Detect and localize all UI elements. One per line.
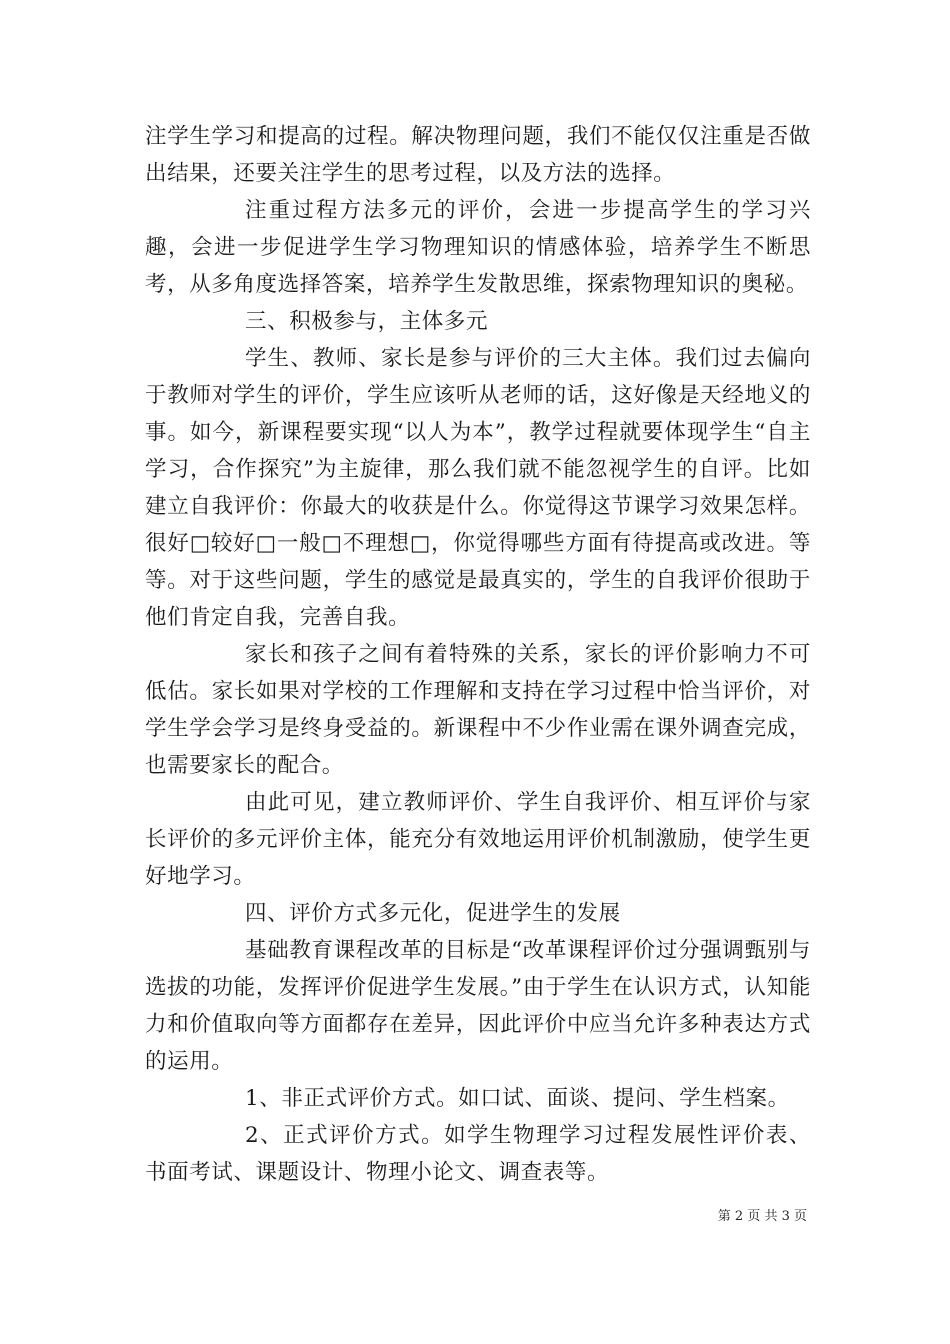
section-heading: 四、评价方式多元化，促进学生的发展	[245, 901, 621, 926]
paragraph: 学生、教师、家长是参与评价的三大主体。我们过去偏向于教师对学生的评价，学生应该听从老师的话，这好像是天经地义的事。如今，新课程要实现“以人为本”，教学过程就要体现学生“自主学习，合作探究”为主旋律，那么我们就不能忽视学生的自评。比如建立自我评价：你最大的收获是什么。你觉得这节课学习效果怎样。很好□较好□一般□不理想□，你觉得哪些方面有待提高或改进。等等。对于这些问题，学生的感觉是最真实的，学生的自我评价很助于他们肯定自我，完善自我。	[145, 346, 811, 630]
paragraph: 家长和孩子之间有着特殊的关系，家长的评价影响力不可低估。家长如果对学校的工作理解和支持在学习过程中恰当评价，对学生学会学习是终身受益的。新课程中不少作业需在课外调查完成，也需要家长的配合。	[145, 642, 811, 778]
page-content	[145, 118, 811, 1191]
section-heading: 三、积极参与，主体多元	[245, 309, 489, 334]
page-number: 第 2 页 共 3 页	[717, 1209, 807, 1224]
list-item: 2、正式评价方式。如学生物理学习过程发展性评价表、书面考试、课题设计、物理小论文、调查表等。	[145, 1123, 811, 1185]
list-item: 1、非正式评价方式。如口试、面谈、提问、学生档案。	[245, 1086, 790, 1111]
paragraph: 注学生学习和提高的过程。解决物理问题，我们不能仅仅注重是否做出结果，还要关注学生的思考过程，以及方法的选择。	[145, 124, 811, 186]
paragraph: 注重过程方法多元的评价，会进一步提高学生的学习兴趣，会进一步促进学生学习物理知识的情感体验，培养学生不断思考，从多角度选择答案，培养学生发散思维，探索物理知识的奥秘。	[145, 198, 811, 297]
paragraph: 由此可见，建立教师评价、学生自我评价、相互评价与家长评价的多元评价主体，能充分有效地运用评价机制激励，使学生更好地学习。	[145, 790, 811, 889]
paragraph: 基础教育课程改革的目标是“改革课程评价过分强调甄别与选拔的功能，发挥评价促进学生发展。”由于学生在认识方式，认知能力和价值取向等方面都存在差异，因此评价中应当允许多种表达方式的运用。	[145, 938, 811, 1074]
